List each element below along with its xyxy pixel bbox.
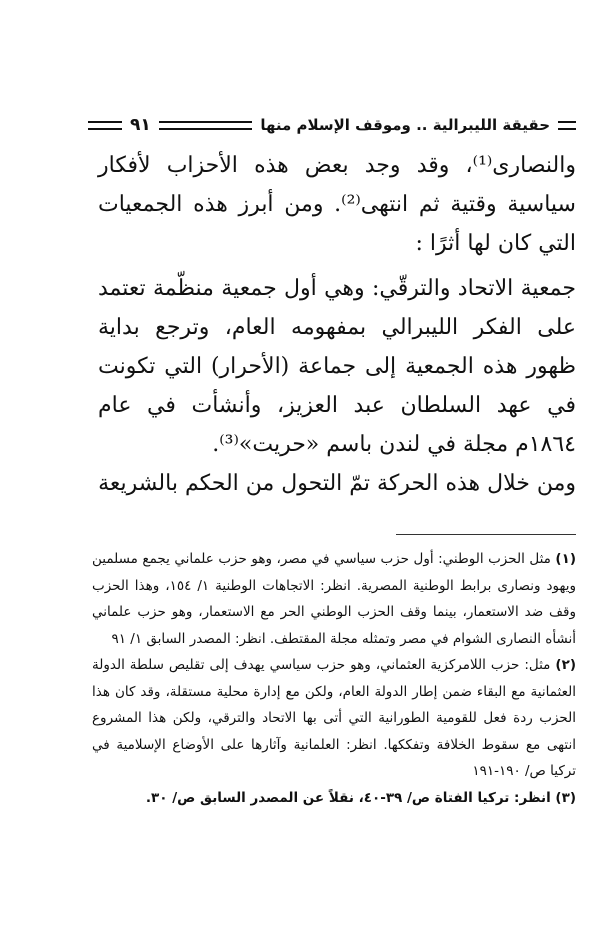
header-rule-right bbox=[558, 121, 576, 130]
footnote-text: مثل الحزب الوطني: أول حزب سياسي في مصر، وهو حزب علماني يجمع مسلمين ويهود ونصارى برابط الوطنية المصرية. انظر: الاتجاهات الوطنية ١/ ١٥٤، وهذا الحزب وقف ضد الاستعمار، بينما وقف الحزب الوطني الحر مع الاستعمار، وهو حزب علماني أنشأه النصارى الشوام في مصر وتمثله مجلة المقتطف. انظر: المصدر السابق ١/ ٩١ bbox=[92, 551, 576, 647]
running-title: حقيقة الليبرالية .. وموقف الإسلام منها bbox=[260, 116, 550, 134]
footnote-number: (٣) bbox=[555, 789, 576, 806]
page-number: ٩١ bbox=[130, 115, 151, 135]
header-rule-left bbox=[88, 121, 122, 130]
main-text bbox=[98, 146, 576, 503]
footnote-number: (٢) bbox=[555, 657, 576, 673]
footnote-separator bbox=[396, 534, 576, 535]
paragraph: والنصارى⁽¹⁾، وقد وجد بعض هذه الأحزاب لأفكار سياسية وقتية ثم انتهى⁽²⁾. ومن أبرز هذه الجمعيات التي كان لها أثرًا : bbox=[98, 153, 576, 256]
header-rule-middle bbox=[159, 121, 253, 130]
footnote-number: (١) bbox=[555, 551, 576, 567]
footnote-text: انظر: تركيا الفتاة ص/ ٣٩-٤٠، نقلاً عن المصدر السابق ص/ ٣٠. bbox=[145, 789, 551, 806]
footnote-text: مثل: حزب اللامركزية العثماني، وهو حزب سياسي يهدف إلى تقليص سلطة الدولة العثمانية مع البقاء ضمن إطار الدولة العام، ولكن مع إدارة محلية مستقلة، وقد كان هذا الحزب ردة فعل للقومية الطورانية التي أتى بها الاتحاد والترقي، ولكن هذا المشروع انتهى مع سقوط الخلافة وتفككها. انظر: العلمانية وآثارها على الأوضاع الإسلامية في تركيا ص/ ١٩٠-١٩١ bbox=[92, 657, 576, 779]
footnote bbox=[92, 546, 576, 652]
running-header bbox=[88, 112, 576, 138]
paragraph: ومن خلال هذه الحركة تمّ التحول من الحكم بالشريعة bbox=[98, 471, 576, 496]
footnote bbox=[92, 652, 576, 785]
footnote bbox=[92, 785, 576, 812]
footnotes bbox=[92, 546, 576, 811]
paragraph: جمعية الاتحاد والترقّي: وهي أول جمعية منظّمة تعتمد على الفكر الليبرالي بمفهومه العام، وترجع بداية ظهور هذه الجمعية إلى جماعة (الأحرار) التي تكونت في عهد السلطان عبد العزيز، وأنشأت في عام ١٨٦٤م مجلة في لندن باسم «حريت»⁽³⁾. bbox=[98, 276, 576, 457]
